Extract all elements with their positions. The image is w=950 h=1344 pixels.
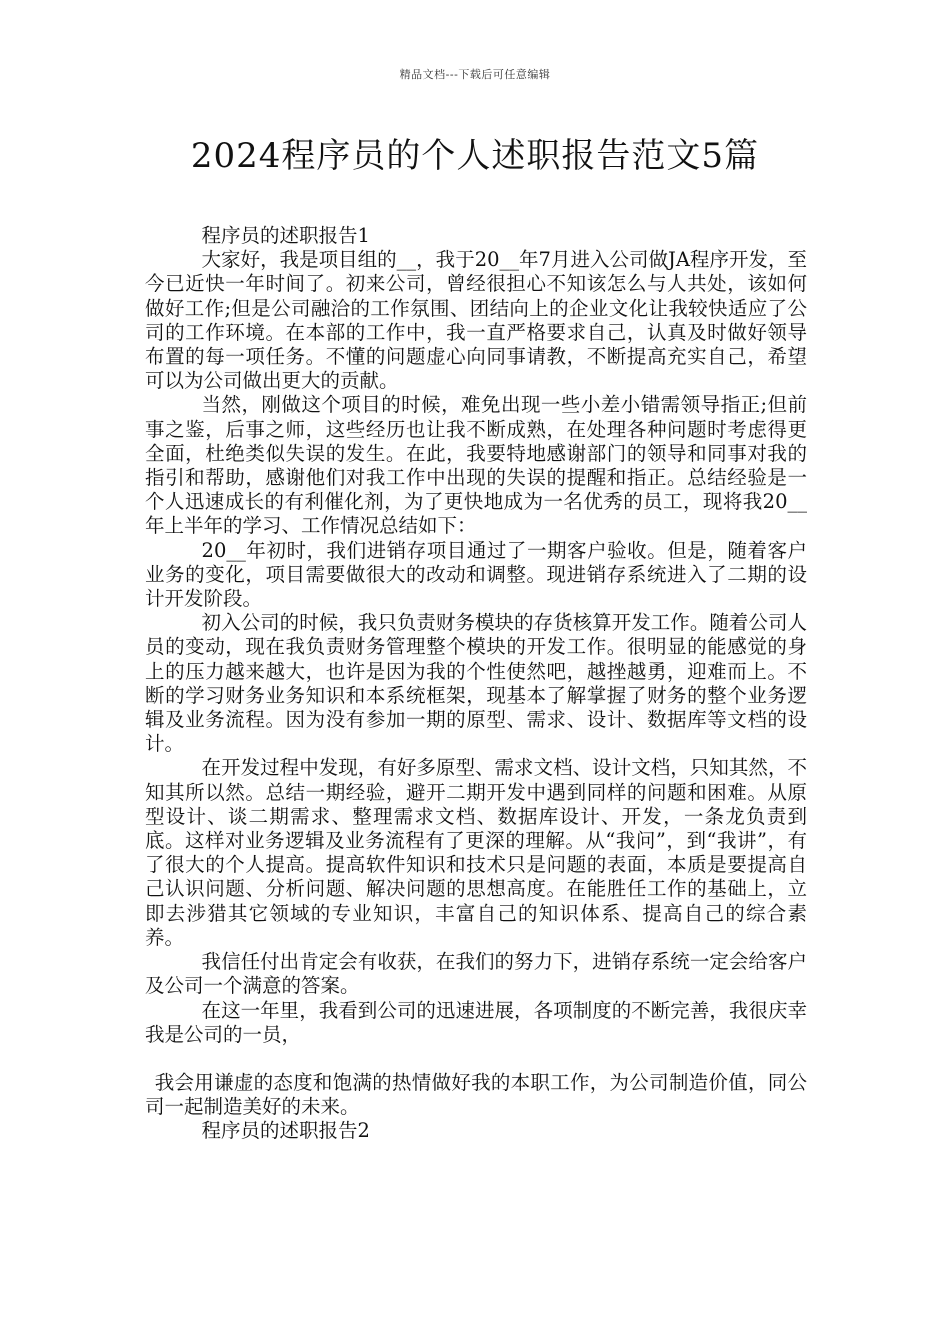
paragraph-3: 20__年初时，我们进销存项目通过了一期客户验收。但是，随着客户业务的变化，项目需要做很大的改动和调整。现进销存系统进入了二期的设计开发阶段。	[145, 538, 807, 611]
paragraph-8: 我会用谦虚的态度和饱满的热情做好我的本职工作，为公司制造价值，同公司一起制造美好的未来。	[145, 1070, 807, 1119]
paragraph-1: 大家好，我是项目组的__，我于20__年7月进入公司做JA程序开发，至今已近快一年时间了。初来公司，曾经很担心不知该怎么与人共处，该如何做好工作;但是公司融洽的工作氛围、团结向上的企业文化让我较快适应了公司的工作环境。在本部的工作中，我一直严格要求自己，认真及时做好领导布置的每一项任务。不懂的问题虚心向同事请教，不断提高充实自己，希望可以为公司做出更大的贡献。	[145, 248, 807, 393]
header-note: 精品文档---下载后可任意编辑	[399, 68, 551, 81]
document-body	[145, 224, 807, 1144]
paragraph-2: 当然，刚做这个项目的时候，难免出现一些小差小错需领导指正;但前事之鉴，后事之师，这些经历也让我不断成熟，在处理各种问题时考虑得更全面，杜绝类似失误的发生。在此，我要特地感谢部门的领导和同事对我的指引和帮助，感谢他们对我工作中出现的失误的提醒和指正。总结经验是一个人迅速成长的有利催化剂，为了更快地成为一名优秀的员工，现将我20__年上半年的学习、工作情况总结如下：	[145, 393, 807, 538]
document-title: 2024程序员的个人述职报告范文5篇	[190, 136, 760, 176]
paragraph-4: 初入公司的时候，我只负责财务模块的存货核算开发工作。随着公司人员的变动，现在我负责财务管理整个模块的开发工作。很明显的能感觉的身上的压力越来越大，也许是因为我的个性使然吧，越挫越勇，迎难而上。不断的学习财务业务知识和本系统框架，现基本了解掌握了财务的整个业务逻辑及业务流程。因为没有参加一期的原型、需求、设计、数据库等文档的设计。	[145, 611, 807, 756]
paragraph-7: 在这一年里，我看到公司的迅速进展，各项制度的不断完善，我很庆幸我是公司的一员，	[145, 998, 807, 1046]
paragraph-6: 我信任付出肯定会有收获，在我们的努力下，进销存系统一定会给客户及公司一个满意的答案。	[145, 950, 807, 998]
section-heading-1: 程序员的述职报告1	[201, 224, 370, 247]
paragraph-5: 在开发过程中发现，有好多原型、需求文档、设计文档，只知其然，不知其所以然。总结一期经验，避开二期开发中遇到同样的问题和困难。从原型设计、谈二期需求、整理需求文档、数据库设计、开发，一条龙负责到底。这样对业务逻辑及业务流程有了更深的理解。从“我问”，到“我讲”，有了很大的个人提高。提高软件知识和技术只是问题的表面，本质是要提高自己认识问题、分析问题、解决问题的思想高度。在能胜任工作的基础上，立即去涉猎其它领域的专业知识，丰富自己的知识体系、提高自己的综合素养。	[145, 756, 807, 949]
section-heading-2: 程序员的述职报告2	[201, 1119, 370, 1143]
